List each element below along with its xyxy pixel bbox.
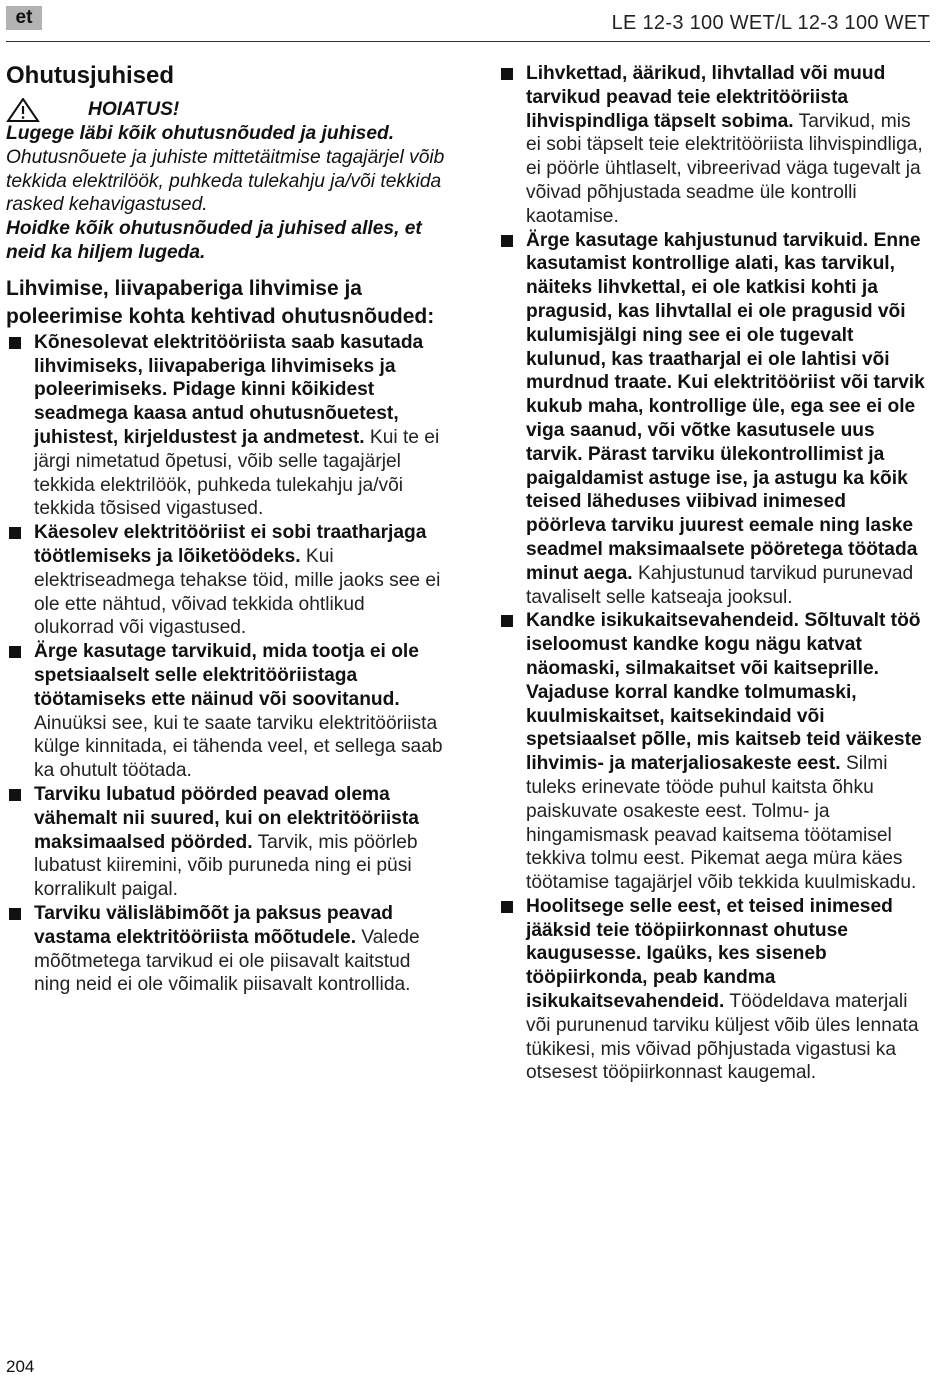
item-bold: Ärge kasutage tarvikuid, mida tootja ei ole spetsiaalselt selle elektritööriistaga töötamiseks ette näinud või soovitanud. [34, 641, 419, 710]
language-badge: et [6, 6, 42, 30]
item-bold: Lihvkettad, äärikud, lihvtallad või muud tarvikud peavad teie elektritööriista lihvispindliga täpselt sobima. [526, 63, 886, 132]
item-bold: Tarviku lubatud pöörded peavad olema vähemalt nii suured, kui on elektritööriista maksimaalsed pöörded. [34, 783, 419, 853]
section-title: Lihvimise, liivapaberiga lihvimise ja poleerimise kohta kehtivad ohutusnõuded: [6, 276, 435, 328]
square-bullet-icon [501, 235, 513, 247]
item-bold: Tarviku välisläbimõõt ja paksus peavad vastama elektritööriista mõõtudele. [34, 902, 394, 948]
square-bullet-icon [9, 337, 21, 349]
list-item [498, 62, 930, 229]
item-text: Kahjustunud tarvikud purunevad tavaliselt selle katseaja jooksul. [526, 562, 914, 608]
warning-triangle-icon [6, 98, 40, 122]
square-bullet-icon [501, 68, 513, 80]
warning-label: HOIATUS! [88, 99, 180, 121]
item-bold: Ärge kasutage kahjustunud tarvikuid. Enne kasutamist kontrollige alati, kas tarvikul, näiteks lihvkettal, ei ole katkisi kohti ja pragusid, kas lihvtallal ei ole pragusid või kulumisjälgi ning see ei ole tugevalt kulunud, kas traatharjal ei ole lahtisi või murdnud traate. Kui elektritööriist või tarvik kukub maha, kontrollige üle, ega see ei ole viga saanud, või võtke kasutusele uus tarvik. Pärast tarviku ülekontrollimist ja paigaldamist astuge ise, ja astugu ka kõik teised läheduses viibivad inimesed pöörleva tarviku juurest eemale ning laske seadmel maksimaalsete pööretega töötada minut aega. [526, 229, 925, 584]
intro-bold-1: Lugege läbi kõik ohutusnõuded ja juhised. [6, 123, 395, 144]
item-text: Tarvikud, mis ei sobi täpselt teie elektritööriista lihvispindliga, ei pöörle ühtlaselt, vibreerivad väga tugevalt ja võivad põhjustada seadme üle kontrolli kaotamise. [526, 110, 923, 227]
page-number: 204 [6, 1357, 35, 1376]
intro-text-1: Ohutusnõuete ja juhiste mittetäitmise tagajärjel võib tekkida elektrilöök, puhkeda tulekahju ja/või tekkida rasked kehavigastused. [6, 146, 445, 216]
intro-bold-2: Hoidke kõik ohutusnõuded ja juhised alles, et neid ka hiljem lugeda. [6, 218, 422, 263]
item-text: Töödeldava materjali või purunenud tarviku küljest võib üles lennata tükikesi, mis võivad põhjustada vigastusi ka otsesest tööpiirkonnast kaugemal. [526, 991, 919, 1084]
item-bold: Käesolev elektritööriist ei sobi traatharjaga töötlemiseks ja lõiketöödeks. [34, 522, 427, 567]
list-item [6, 902, 446, 997]
list-item [498, 229, 930, 610]
list-item [6, 331, 446, 521]
intro-paragraph-2 [6, 217, 446, 265]
square-bullet-icon [9, 908, 21, 920]
list-item [6, 521, 446, 640]
item-text: Ainuüksi see, kui te saate tarviku elektritööriista külge kinnitada, ei tähenda veel, et sellega saab ka ohutult töötada. [34, 712, 443, 782]
header-divider [6, 41, 930, 42]
item-text: Kui elektriseadmega tehakse töid, mille jaoks see ei ole ette nähtud, võivad tekkida ohtlikud olukorrad või vigastused. [34, 545, 441, 639]
item-text: Kui te ei järgi nimetatud õpetusi, võib selle tagajärjel tekkida elektrilöök, puhkeda tulekahju ja/või tekkida tõsised vigastused. [34, 426, 440, 520]
item-bold: Kandke isikukaitsevahendeid. Sõltuvalt töö iseloomust kandke kogu nägu katvat näomaski, silmakaitset või kaitseprille. Vajaduse korral kandke tolmumaski, kuulmiskaitset, kaitsekindaid või spetsiaalset põlle, mis kaitseb teid väikeste lihvimis- ja materjaliosakeste eest. [526, 610, 922, 775]
square-bullet-icon [9, 527, 21, 539]
page-title: Ohutusjuhised [6, 62, 174, 89]
square-bullet-icon [9, 789, 21, 801]
item-bold: Hoolitsege selle eest, et teised inimesed jääksid teie tööpiirkonnast ohutuse kaugusesse. Igaüks, kes siseneb tööpiirkonda, peab kandma isikukaitsevahendeid. [526, 895, 893, 1013]
list-item [6, 783, 446, 902]
item-text: Tarvik, mis pöörleb lubatust kiiremini, võib puruneda ning ei püsi korralikult paigal. [34, 831, 418, 901]
model-number: LE 12-3 100 WET/L 12-3 100 WET [611, 12, 930, 34]
right-column [498, 62, 930, 1085]
square-bullet-icon [501, 615, 513, 627]
warning-heading [6, 98, 446, 122]
item-text: Valede mõõtmetega tarvikud ei ole piisavalt kaitstud ning neid ei ole võimalik piisavalt kontrollida. [34, 926, 420, 996]
list-item [498, 609, 930, 895]
square-bullet-icon [9, 646, 21, 658]
list-item [6, 640, 446, 783]
square-bullet-icon [501, 901, 513, 913]
list-item [498, 895, 930, 1085]
left-column [6, 62, 446, 997]
item-text: Silmi tuleks erinevate tööde puhul kaitsta õhku paiskuvate osakeste eest. Tolmu- ja hingamismask peavad kaitsema töötamisel tekkiva tolmu eest. Pikemat aega müra käes töötamise tagajärjel võib tekkida kuulmiskadu. [526, 753, 917, 894]
item-bold: Kõnesolevat elektritööriista saab kasutada lihvimiseks, liivapaberiga lihvimiseks ja poleerimiseks. Pidage kinni kõikidest seadmega kaasa antud ohutusnõuetest, juhistest, kirjeldustest ja andmetest. [34, 331, 424, 448]
intro-paragraph [6, 122, 446, 217]
